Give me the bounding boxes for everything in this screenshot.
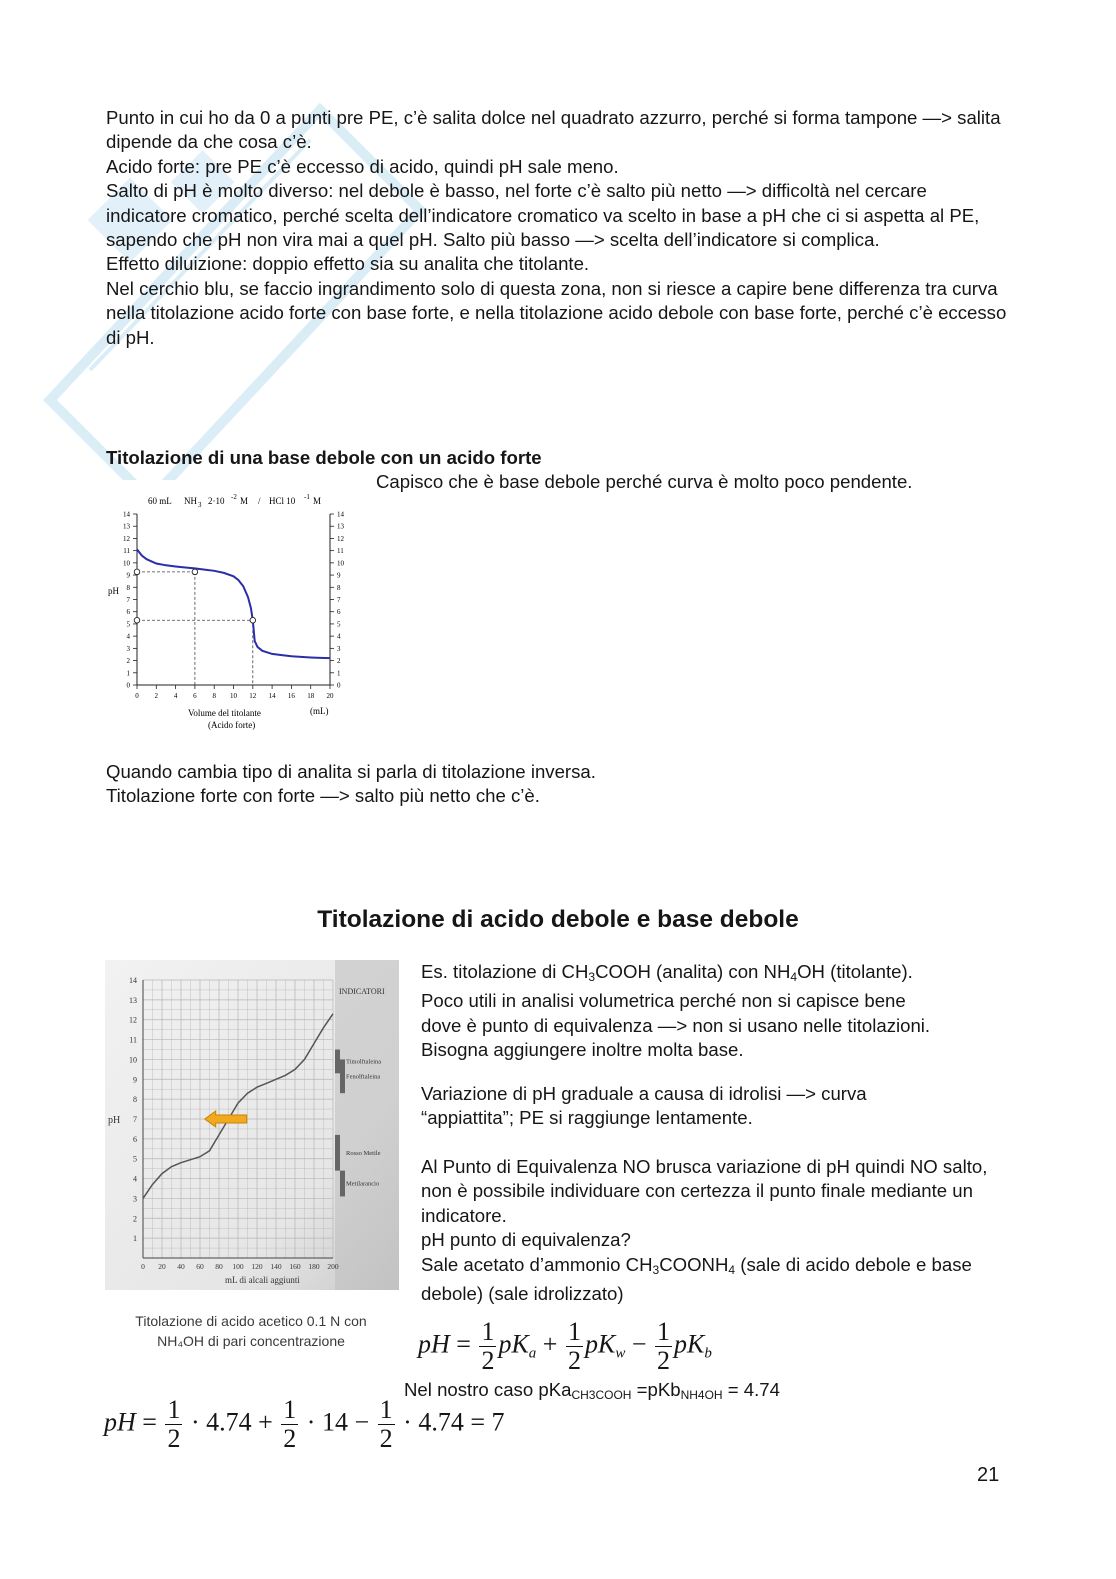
- text-run: = 4.74: [722, 1379, 780, 1400]
- numerator: 1: [167, 1395, 181, 1424]
- text-run: (sale di acido debole e base debole) (sale idrolizzato): [421, 1253, 972, 1305]
- chart-base-debole-acido-forte: [100, 490, 360, 735]
- caption-line: Titolazione di acido acetico 0.1 N con: [135, 1313, 367, 1329]
- chart1-title-titrant-unit: M: [313, 496, 322, 506]
- section1-after-text: [106, 760, 1011, 809]
- chart1-ytick-label-left: 14: [123, 510, 130, 519]
- text-run: COONH: [659, 1253, 729, 1275]
- chart2-indicator-label: Rosso Metile: [346, 1149, 381, 1157]
- math-operator: ·: [403, 1407, 412, 1437]
- chart1-ylabel: pH: [108, 586, 119, 596]
- math-value: 14: [321, 1407, 348, 1437]
- chart2-indicator-label: Metilarancio: [346, 1180, 380, 1188]
- math-operator: =: [142, 1407, 157, 1437]
- chart1-ytick-label-left: 5: [126, 620, 130, 629]
- chart1-xtick-label: 2: [154, 692, 159, 700]
- chart1-title-conc-unit: M: [240, 496, 249, 506]
- chart1-marker-point: [134, 617, 140, 623]
- math-value: 4.74: [206, 1407, 252, 1437]
- subscript: CH3COOH: [571, 1388, 632, 1402]
- math-operator: +: [258, 1407, 273, 1437]
- chart1-xtick-label: 16: [287, 692, 295, 700]
- chart2-xtick-label: 180: [308, 1262, 320, 1271]
- chart2-xtick-label: 60: [196, 1262, 204, 1271]
- chart1-ytick-label-left: 7: [126, 596, 130, 604]
- section2-title: Titolazione di acido debole e base debole: [317, 906, 799, 933]
- caption-line: NH₄OH di pari concentrazione: [157, 1333, 345, 1349]
- chart1-ytick-label-left: 2: [126, 657, 130, 666]
- denominator: 2: [379, 1424, 393, 1453]
- text-run: COOH (analita) con NH: [595, 961, 791, 982]
- chart2-xtick-label: 140: [270, 1262, 282, 1271]
- chart1-ytick-label-left: 4: [126, 632, 130, 641]
- chart1-marker-point: [192, 569, 198, 575]
- text-run: Nel nostro caso pKa: [404, 1379, 572, 1400]
- section1-side-text: Capisco che è base debole perché curva è molto poco pendente.: [376, 471, 913, 492]
- chart1-marker-point: [134, 569, 140, 575]
- paragraph-line: pH punto di equivalenza?: [421, 1229, 631, 1251]
- paragraph: Effetto diluizione: doppio effetto sia su analita che titolante.: [106, 253, 590, 275]
- chart2-ytick-label: 4: [133, 1174, 137, 1184]
- formula-ph-general: [418, 1318, 712, 1375]
- chart1-ytick-label-right: 3: [337, 644, 341, 653]
- fraction: [566, 1318, 583, 1375]
- fraction: [165, 1396, 182, 1453]
- chart1-ytick-label-left: 9: [126, 571, 130, 580]
- denominator: 2: [167, 1424, 181, 1453]
- chart1-title-analyte-sub: 3: [198, 501, 202, 509]
- chart1-ytick-label-left: 1: [126, 669, 130, 678]
- chart1-title-conc: 2·10: [208, 496, 225, 506]
- paragraph: Quando cambia tipo di analita si parla di titolazione inversa.: [106, 761, 596, 782]
- chart1-xtick-label: 6: [193, 692, 197, 700]
- paragraph-line: dove è punto di equivalenza —> non si usano nelle titolazioni.: [421, 1014, 931, 1036]
- paragraph-line: Poco utili in analisi volumetrica perché non si capisce bene: [421, 990, 906, 1012]
- paragraph: Acido forte: pre PE c’è eccesso di acido, quindi pH sale meno.: [106, 155, 619, 177]
- subscript: b: [704, 1345, 712, 1362]
- text-run: =pKb: [631, 1379, 681, 1400]
- chart1-ytick-label-right: 5: [337, 620, 341, 629]
- math-symbol: pH: [104, 1407, 136, 1437]
- chart1-xlabel: Volume del titolante: [188, 708, 261, 718]
- chart1-ytick-label-right: 9: [337, 571, 341, 580]
- chart2-ytick-label: 2: [133, 1214, 137, 1224]
- paragraph: Salto di pH è molto diverso: nel debole è basso, nel forte c’è salto più netto —> difficoltà nel cercare indicatore cromatico, perché scelta dell’indicatore cromatico va scelto in base a pH che ci si aspetta al PE, sapendo che pH non vira mai a quel pH. Salto più basso —> scelta dell’indicatore si complica.: [106, 180, 980, 251]
- numerator: 1: [283, 1395, 297, 1424]
- chart2-xtick-label: 100: [232, 1262, 244, 1271]
- chart2-xtick-label: 20: [158, 1262, 166, 1271]
- chart2-indicator-bar: [340, 1171, 345, 1197]
- chart1-xtick-label: 18: [307, 692, 315, 700]
- chart2-indicator-title: INDICATORI: [339, 987, 385, 996]
- page-number: 21: [977, 1464, 1000, 1486]
- numerator: 1: [657, 1317, 670, 1346]
- chart2-xtick-label: 0: [141, 1262, 145, 1271]
- math-operator: ·: [306, 1407, 316, 1437]
- chart1-title-titrant-exp: -1: [304, 493, 310, 501]
- chart1-title-conc-exp: -2: [231, 493, 237, 501]
- chart1-xtick-label: 0: [135, 692, 139, 700]
- math-operator: ·: [190, 1407, 200, 1437]
- chart1-marker-point: [250, 617, 256, 623]
- chart1-ytick-label-right: 11: [337, 547, 344, 556]
- chart2-ytick-label: 11: [129, 1035, 137, 1045]
- denominator: 2: [481, 1346, 495, 1375]
- fraction: [378, 1396, 395, 1453]
- section2-paragraph-2: Variazione di pH graduale a causa di idrolisi —> curva “appiattita”; PE si raggiunge lentamente.: [421, 1083, 867, 1129]
- fraction: [479, 1318, 496, 1375]
- chart1-ytick-label-left: 8: [126, 583, 130, 592]
- chart1-ytick-label-right: 0: [337, 681, 341, 690]
- chart2-ytick-label: 7: [133, 1115, 137, 1124]
- paragraph: Punto in cui ho da 0 a punti pre PE, c’è salita dolce nel quadrato azzurro, perché si forma tampone —> salita dipende da che cosa c’è.: [106, 107, 1001, 153]
- chart1-ytick-label-left: 12: [123, 534, 130, 543]
- formula-ph-calculation: [104, 1396, 504, 1453]
- chart2-indicator-label: Timolftaleina: [346, 1058, 382, 1066]
- math-operator: +: [542, 1329, 558, 1359]
- chart2-indicator-bar: [340, 1059, 345, 1093]
- chart1-xtick-label: 20: [326, 692, 334, 700]
- chart2-indicator-bar: [335, 1050, 340, 1074]
- section1-title: Titolazione di una base debole con un acido forte: [106, 447, 542, 468]
- chart2-xtick-label: 160: [289, 1262, 301, 1271]
- chart1-ytick-label-left: 11: [123, 547, 130, 556]
- numerator: 1: [481, 1317, 495, 1346]
- chart1-ytick-label-right: 2: [337, 657, 341, 666]
- subscript: 3: [652, 1262, 660, 1277]
- chart1-series-line: [137, 549, 330, 658]
- math-value: 4.74: [418, 1407, 464, 1437]
- chart2-ytick-label: 8: [133, 1095, 137, 1105]
- chart2-ylabel: pH: [108, 1115, 121, 1126]
- section2-paragraph-1: [421, 960, 1011, 1063]
- subscript: 4: [790, 970, 798, 984]
- chart1-xtick-label: 4: [173, 692, 178, 700]
- chart1-ytick-label-left: 10: [123, 559, 130, 568]
- paragraph-line: Bisogna aggiungere inoltre molta base.: [421, 1039, 744, 1061]
- chart1-ytick-label-right: 12: [337, 534, 344, 543]
- chart2-xtick-label: 80: [215, 1262, 223, 1271]
- paragraph-line: [421, 1253, 1001, 1307]
- chart2-ytick-label: 1: [133, 1234, 137, 1244]
- chart2-ytick-label: 14: [129, 976, 137, 985]
- chart1-ytick-label-left: 3: [126, 644, 130, 653]
- chart2-ytick-label: 3: [133, 1194, 137, 1204]
- math-symbol: pK: [674, 1329, 705, 1359]
- intro-paragraphs: [106, 106, 1011, 350]
- chart1-ytick-label-right: 10: [337, 559, 344, 568]
- chart1-title-volume: 60 mL: [148, 496, 172, 506]
- chart1-xlabel2: (Acido forte): [208, 720, 256, 730]
- chart1-ytick-label-right: 7: [337, 596, 341, 604]
- chart2-xtick-label: 120: [251, 1262, 263, 1271]
- text-run: Sale acetato d’ammonio CH: [421, 1253, 653, 1275]
- denominator: 2: [283, 1424, 297, 1453]
- chart2-ytick-label: 6: [133, 1134, 137, 1144]
- chart1-xtick-label: 14: [268, 692, 276, 700]
- paragraph-line: [421, 960, 1011, 989]
- numerator: 1: [567, 1317, 581, 1346]
- denominator: 2: [657, 1346, 670, 1375]
- chart1-ytick-label-right: 13: [337, 522, 344, 531]
- chart1-ytick-label-left: 6: [126, 608, 130, 617]
- chart1-xtick-label: 10: [230, 692, 237, 700]
- chart1-xunit: (mL): [310, 706, 329, 716]
- chart2-ytick-label: 5: [133, 1154, 137, 1164]
- text-run: Es. titolazione di CH: [421, 961, 589, 982]
- chart2-xtick-label: 40: [177, 1262, 185, 1271]
- fraction: [281, 1396, 298, 1453]
- chart2-ytick-label: 9: [133, 1075, 137, 1085]
- subscript: 4: [728, 1262, 736, 1277]
- chart1-title-analyte: NH: [184, 496, 197, 506]
- paragraph: Nel cerchio blu, se faccio ingrandimento solo di questa zona, non si riesce a capire bene differenza tra curva nella titolazione acido forte con base forte, e nella titolazione acido debole con base forte, perché c’è eccesso di pH.: [106, 277, 1007, 348]
- chart1-ytick-label-right: 14: [337, 510, 344, 519]
- figure-caption: [106, 1311, 396, 1351]
- math-operator: −: [354, 1407, 370, 1437]
- chart1-ytick-label-right: 1: [337, 669, 341, 678]
- chart2-ytick-label: 12: [129, 1015, 137, 1025]
- subscript: 3: [588, 970, 596, 984]
- math-symbol: pK: [584, 1329, 616, 1359]
- chart2-indicator-bar: [335, 1135, 340, 1171]
- math-operator: =: [456, 1329, 471, 1359]
- subscript: a: [528, 1345, 537, 1362]
- math-result: = 7: [470, 1407, 505, 1437]
- section2-paragraph-3: [421, 1155, 1001, 1306]
- chart1-xtick-label: 8: [212, 692, 216, 700]
- math-symbol: pK: [498, 1329, 529, 1359]
- chart1-ytick-label-right: 4: [337, 632, 341, 641]
- subscript: w: [615, 1345, 626, 1362]
- chart2-ytick-label: 10: [129, 1055, 137, 1065]
- fraction: [655, 1318, 672, 1375]
- chart2-ytick-label: 13: [129, 995, 137, 1005]
- text-run: OH (titolante).: [797, 961, 913, 982]
- paragraph-line: Al Punto di Equivalenza NO brusca variazione di pH quindi NO salto, non è possibile individuare con certezza il punto finale mediante un indicatore.: [421, 1156, 988, 1226]
- denominator: 2: [567, 1346, 581, 1375]
- math-symbol: pH: [418, 1329, 450, 1359]
- chart1-title-sep: /: [258, 496, 261, 506]
- chart1-ytick-label-right: 8: [337, 583, 341, 592]
- chart1-ytick-label-right: 6: [337, 608, 341, 617]
- chart1-title-titrant: HCl 10: [269, 496, 296, 506]
- numerator: 1: [379, 1395, 393, 1424]
- chart1-xtick-label: 12: [249, 692, 257, 700]
- chart-acido-debole-base-debole: [105, 960, 399, 1290]
- chart2-xtick-label: 200: [327, 1262, 339, 1271]
- chart1-ytick-label-left: 0: [126, 681, 130, 690]
- chart2-xlabel: mL di alcali aggiunti: [225, 1275, 300, 1285]
- paragraph: Titolazione forte con forte —> salto più netto che c’è.: [106, 785, 540, 807]
- math-operator: −: [631, 1329, 647, 1359]
- subscript: NH4OH: [680, 1388, 723, 1402]
- chart2-indicator-label: Fenolftaleina: [346, 1073, 381, 1081]
- chart1-ytick-label-left: 13: [123, 522, 130, 531]
